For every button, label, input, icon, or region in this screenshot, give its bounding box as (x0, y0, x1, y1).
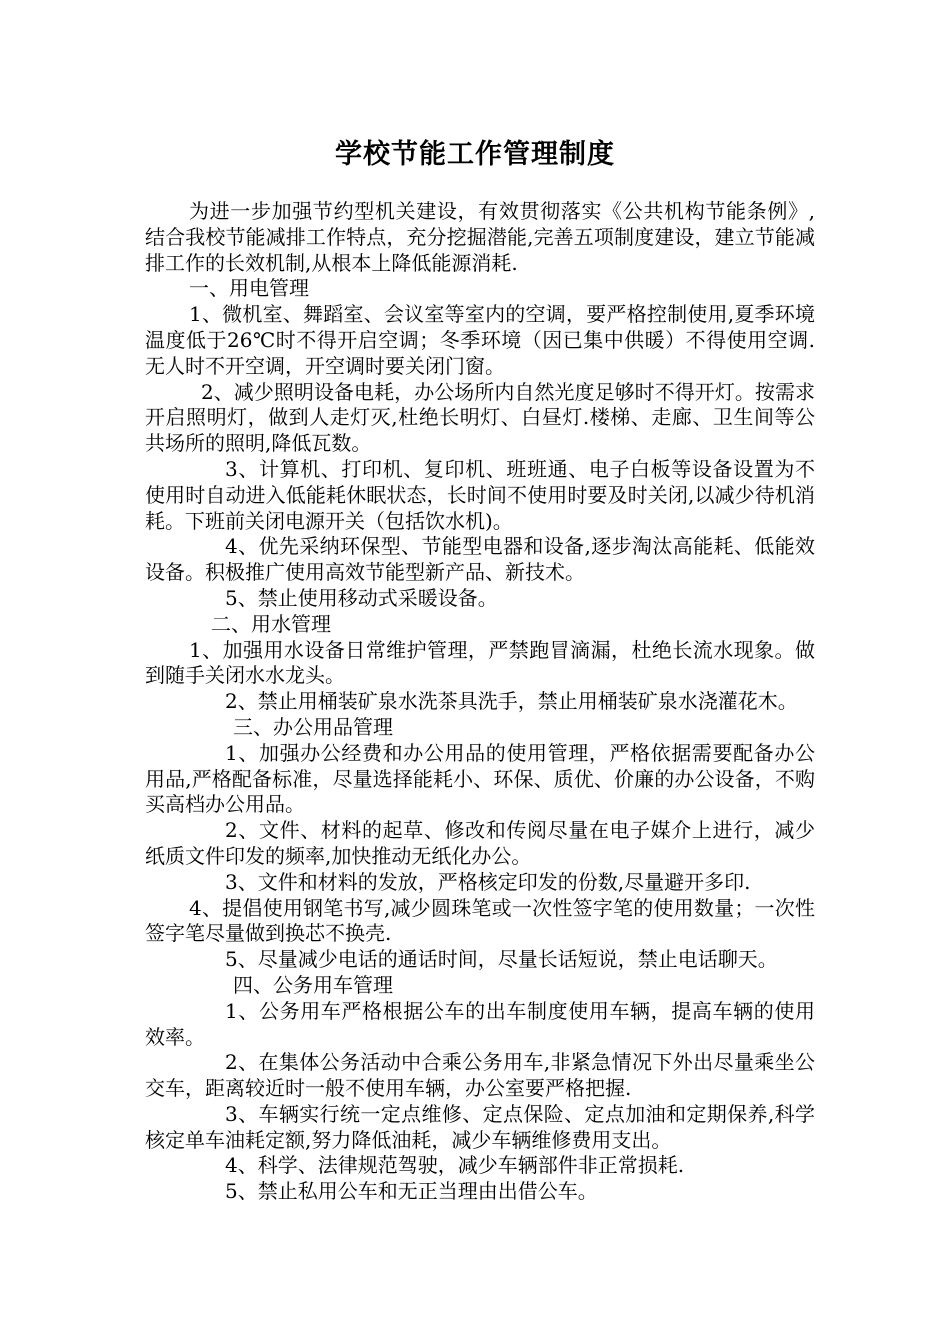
list-item: 2、在集体公务活动中合乘公务用车,非紧急情况下外出尽量乘坐公交车，距离较近时一般不使用车辆，办公室要严格把握. (145, 1050, 815, 1101)
list-item: 4、科学、法律规范驾驶，减少车辆部件非正常损耗. (225, 1153, 685, 1178)
list-item: 4、优先采纳环保型、节能型电器和设备,逐步淘汰高能耗、低能效设备。积极推广使用高效节能型新产品、新技术。 (145, 534, 815, 585)
list-item: 1、公务用车严格根据公车的出车制度使用车辆，提高车辆的使用效率。 (145, 998, 815, 1049)
list-item: 3、车辆实行统一定点维修、定点保险、定点加油和定期保养,科学核定单车油耗定额,努力降低油耗，减少车辆维修费用支出。 (145, 1101, 815, 1152)
section-heading-water: 二、用水管理 (211, 611, 331, 636)
section-heading-electricity: 一、用电管理 (189, 276, 309, 301)
list-item: 1、微机室、舞蹈室、会议室等室内的空调，要严格控制使用,夏季环境温度低于26℃时不得开启空调；冬季环境（因已集中供暖）不得使用空调.无人时不开空调，开空调时要关闭门窗。 (145, 302, 815, 378)
list-item: 2、减少照明设备电耗，办公场所内自然光度足够时不得开灯。按需求开启照明灯，做到人走灯灭,杜绝长明灯、白昼灯.楼梯、走廊、卫生间等公共场所的照明,降低瓦数。 (145, 379, 815, 456)
list-item: 5、禁止使用移动式采暖设备。 (225, 585, 498, 610)
list-item: 2、文件、材料的起草、修改和传阅尽量在电子媒介上进行，减少纸质文件印发的频率,加快推动无纸化办公。 (145, 818, 815, 868)
list-item: 1、加强办公经费和办公用品的使用管理，严格依据需要配备办公用品,严格配备标准，尽量选择能耗小、环保、质优、价廉的办公设备，不购买高档办公用品。 (145, 740, 815, 817)
list-item: 3、文件和材料的发放，严格核定印发的份数,尽量避开多印. (225, 869, 751, 894)
section-heading-vehicles: 四、公务用车管理 (233, 972, 393, 997)
document-title: 学校节能工作管理制度 (335, 139, 615, 170)
list-item: 2、禁止用桶装矿泉水洗茶具洗手，禁止用桶装矿泉水浇灌花木。 (225, 689, 798, 714)
list-item: 5、禁止私用公车和无正当理由出借公车。 (225, 1179, 598, 1204)
list-item: 5、尽量减少电话的通话时间，尽量长话短说，禁止电话聊天。 (225, 947, 778, 972)
list-item: 4、提倡使用钢笔书写,减少圆珠笔或一次性签字笔的使用数量；一次性签字笔尽量做到换芯不换壳. (145, 895, 815, 946)
list-item: 1、加强用水设备日常维护管理，严禁跑冒滴漏，杜绝长流水现象。做到随手关闭水水龙头。 (145, 637, 815, 688)
section-heading-office-supplies: 三、办公用品管理 (233, 714, 393, 739)
list-item: 3、计算机、打印机、复印机、班班通、电子白板等设备设置为不使用时自动进入低能耗休眠状态，长时间不使用时要及时关闭,以减少待机消耗。下班前关闭电源开关（包括饮水机)。 (145, 456, 815, 533)
intro-paragraph: 为进一步加强节约型机关建设，有效贯彻落实《公共机构节能条例》,结合我校节能减排工作特点，充分挖掘潜能,完善五项制度建设，建立节能减排工作的长效机制,从根本上降低能源消耗. (145, 199, 815, 275)
document-body (145, 199, 815, 1205)
